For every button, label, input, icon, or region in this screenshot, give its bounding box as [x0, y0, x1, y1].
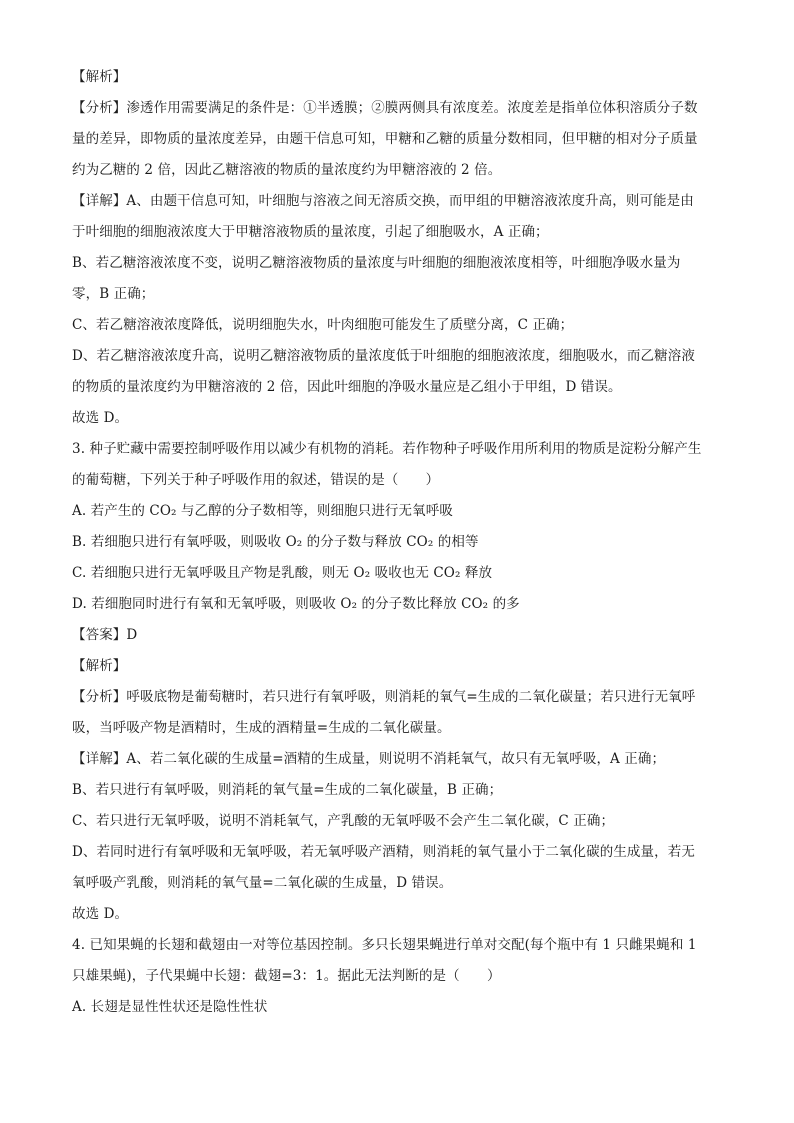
text-line: 的物质的量浓度约为甲糖溶液的 2 倍，因此叶细胞的净吸水量应是乙组小于甲组，D 错误。: [72, 379, 622, 395]
text-line: C、若乙糖溶液浓度降低，说明细胞失水，叶肉细胞可能发生了质壁分离，C 正确；: [72, 317, 574, 333]
answer-label: 【答案】D: [72, 627, 138, 643]
text-line: B、若只进行有氧呼吸，则消耗的氧气量=生成的二氧化碳量，B 正确；: [72, 782, 503, 798]
option-a: A. 若产生的 CO₂ 与乙醇的分子数相等，则细胞只进行无氧呼吸: [72, 503, 453, 519]
text-line: 【详解】A、若二氧化碳的生成量=酒精的生成量，则说明不消耗氧气，故只有无氧呼吸，A 正确；: [72, 751, 666, 767]
analysis-heading: 【解析】: [72, 658, 127, 674]
option-c: C. 若细胞只进行无氧呼吸且产物是乳酸，则无 O₂ 吸收也无 CO₂ 释放: [72, 565, 493, 581]
text-line: 零，B 正确；: [72, 286, 155, 302]
text-line: 【分析】渗透作用需要满足的条件是：①半透膜；②膜两侧具有浓度差。浓度差是指单位体积溶质分子数: [72, 100, 698, 116]
question-4-stem: 4. 已知果蝇的长翅和截翅由一对等位基因控制。多只长翅果蝇进行单对交配(每个瓶中有 1 只雌果蝇和 1: [72, 937, 697, 953]
answer-conclusion: 故选 D。: [72, 906, 129, 922]
question-3-stem: 3. 种子贮藏中需要控制呼吸作用以减少有机物的消耗。若作物种子呼吸作用所利用的物质是淀粉分解产生: [72, 441, 702, 457]
answer-conclusion: 故选 D。: [72, 410, 129, 426]
option-a: A. 长翅是显性性状还是隐性性状: [72, 999, 268, 1015]
text-line: 【分析】呼吸底物是葡萄糖时，若只进行有氧呼吸，则消耗的氧气=生成的二氧化碳量；若只进行无氧呼: [72, 689, 696, 705]
text-line: 于叶细胞的细胞液浓度大于甲糖溶液物质的量浓度，引起了细胞吸水，A 正确；: [72, 224, 549, 240]
text-line: 氧呼吸产乳酸，则消耗的氧气量=二氧化碳的生成量，D 错误。: [72, 875, 453, 891]
text-line: C、若只进行无氧呼吸，说明不消耗氧气，产乳酸的无氧呼吸不会产生二氧化碳，C 正确；: [72, 813, 615, 829]
text-line: 量的差异，即物质的量浓度差异，由题干信息可知，甲糖和乙糖的质量分数相同，但甲糖的相对分子质量: [72, 131, 698, 147]
text-line: B、若乙糖溶液浓度不变，说明乙糖溶液物质的量浓度与叶细胞的细胞液浓度相等，叶细胞净吸水量为: [72, 255, 681, 271]
text-line: 约为乙糖的 2 倍，因此乙糖溶液的物质的量浓度约为甲糖溶液的 2 倍。: [72, 162, 502, 178]
option-b: B. 若细胞只进行有氧呼吸，则吸收 O₂ 的分子数与释放 CO₂ 的相等: [72, 534, 479, 550]
question-4-stem: 只雄果蝇)，子代果蝇中长翅：截翅=3：1。据此无法判断的是（ ）: [72, 968, 501, 984]
text-line: 【详解】A、由题干信息可知，叶细胞与溶液之间无溶质交换，而甲组的甲糖溶液浓度升高，则可能是由: [72, 193, 694, 209]
question-3-stem: 的葡萄糖，下列关于种子呼吸作用的叙述，错误的是（ ）: [72, 472, 440, 488]
text-line: D、若同时进行有氧呼吸和无氧呼吸，若无氧呼吸产酒精，则消耗的氧气量小于二氧化碳的生成量，若无: [72, 844, 695, 860]
text-line: 吸，当呼吸产物是酒精时，生成的酒精量=生成的二氧化碳量。: [72, 720, 451, 736]
text-line: D、若乙糖溶液浓度升高，说明乙糖溶液物质的量浓度低于叶细胞的细胞液浓度，细胞吸水，而乙糖溶液: [72, 348, 695, 364]
option-d: D. 若细胞同时进行有氧和无氧呼吸，则吸收 O₂ 的分子数比释放 CO₂ 的多: [72, 596, 520, 612]
analysis-heading: 【解析】: [72, 69, 127, 85]
